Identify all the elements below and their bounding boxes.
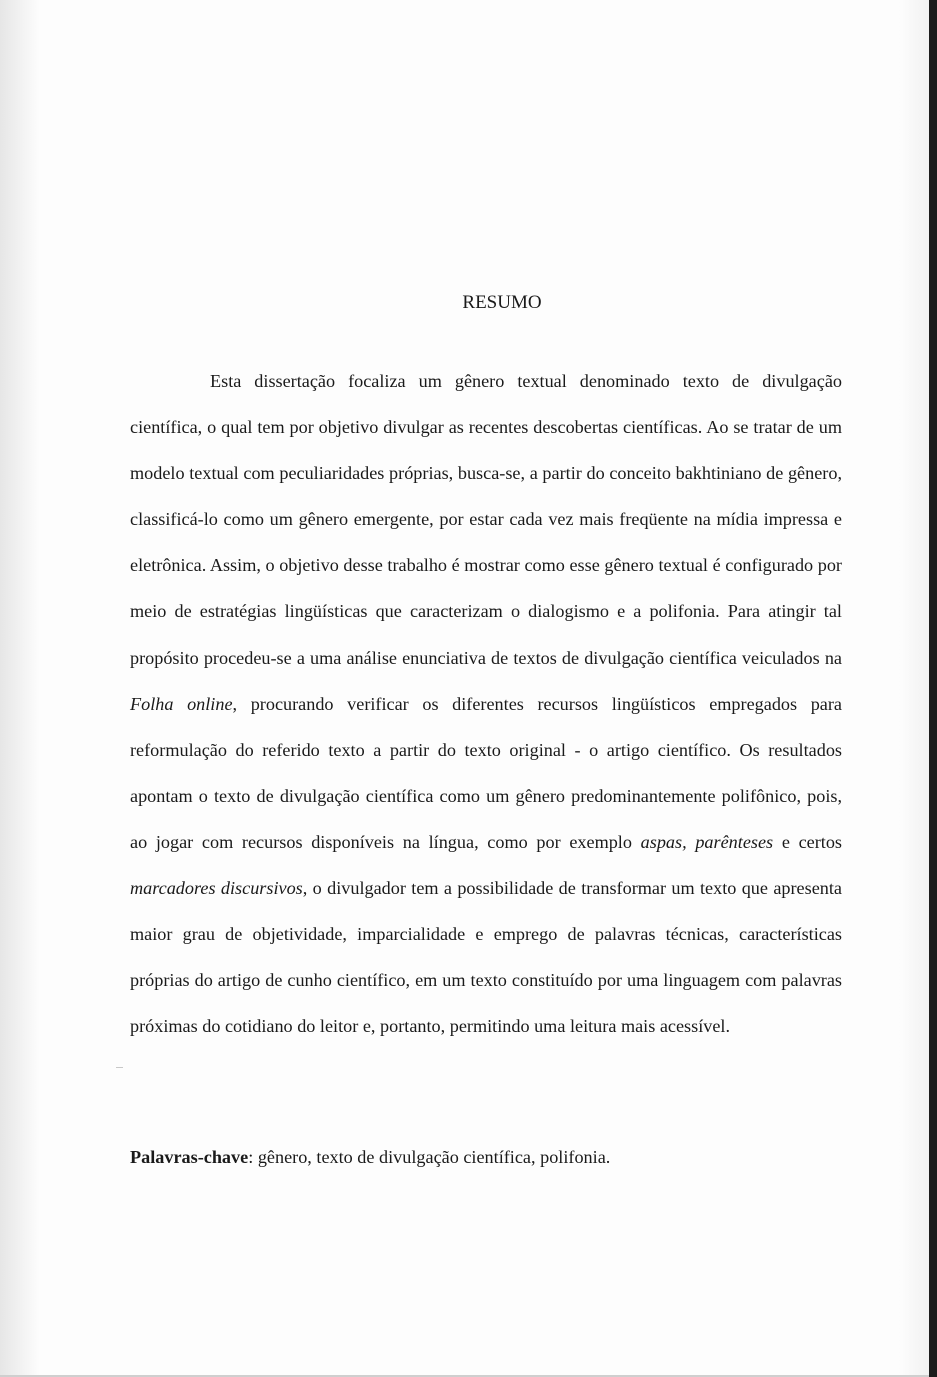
abstract-text-1: Esta dissertação focaliza um gênero textual denominado texto de divulgação científica, o qual tem por objetivo divulgar as recentes descobertas científicas. Ao se tratar de um modelo textual com peculiaridades próprias, busca-se, a partir do conceito bakhtiniano de gênero, classificá-lo como um gênero emergente, por estar cada vez mais freqüente na mídia impressa e eletrônica. Assim, o objetivo desse trabalho é mostrar como esse gênero textual é configurado por meio de estratégias lingüísticas que caracterizam o dialogismo e a polifonia. Para atingir tal propósito procedeu-se a uma análise enunciativa de textos de divulgação científica veiculados na xyxy=(130,371,842,668)
scan-speck xyxy=(116,1067,123,1068)
keywords-line xyxy=(130,1147,842,1168)
keywords-value: gênero, texto de divulgação científica, polifonia. xyxy=(253,1147,611,1167)
scan-right-shadow xyxy=(899,0,929,1377)
page-title: RESUMO xyxy=(462,292,542,313)
abstract-italic-markers: marcadores discursivos xyxy=(130,878,303,899)
keywords-label: Palavras-chave xyxy=(130,1147,249,1167)
abstract-text-4: , o divulgador tem a possibilidade de transformar um texto que apresenta maior grau de objetividade, imparcialidade e emprego de palavras técnicas, características próprias do artigo de cunho científico, em um texto constituído por uma linguagem com palavras próximas do cotidiano do leitor e, portanto, permitindo uma leitura mais acessível. xyxy=(130,878,842,1037)
abstract-text-2: , procurando verificar os diferentes recursos lingüísticos empregados para reformulação do referido texto a partir do texto original - o artigo científico. Os resultados apontam o texto de divulgação científica como um gênero predominantemente polifônico, pois, ao jogar com recursos disponíveis na língua, como por exemplo xyxy=(130,693,842,852)
abstract-paragraph xyxy=(130,358,842,1049)
abstract-italic-newspaper: Folha online xyxy=(130,693,233,714)
abstract-italic-examples: aspas, parênteses xyxy=(640,831,774,852)
scan-left-shadow xyxy=(0,0,40,1377)
scan-right-edge xyxy=(929,0,937,1377)
abstract-text-3: e certos xyxy=(773,831,843,852)
keywords-separator: : xyxy=(248,1147,254,1167)
